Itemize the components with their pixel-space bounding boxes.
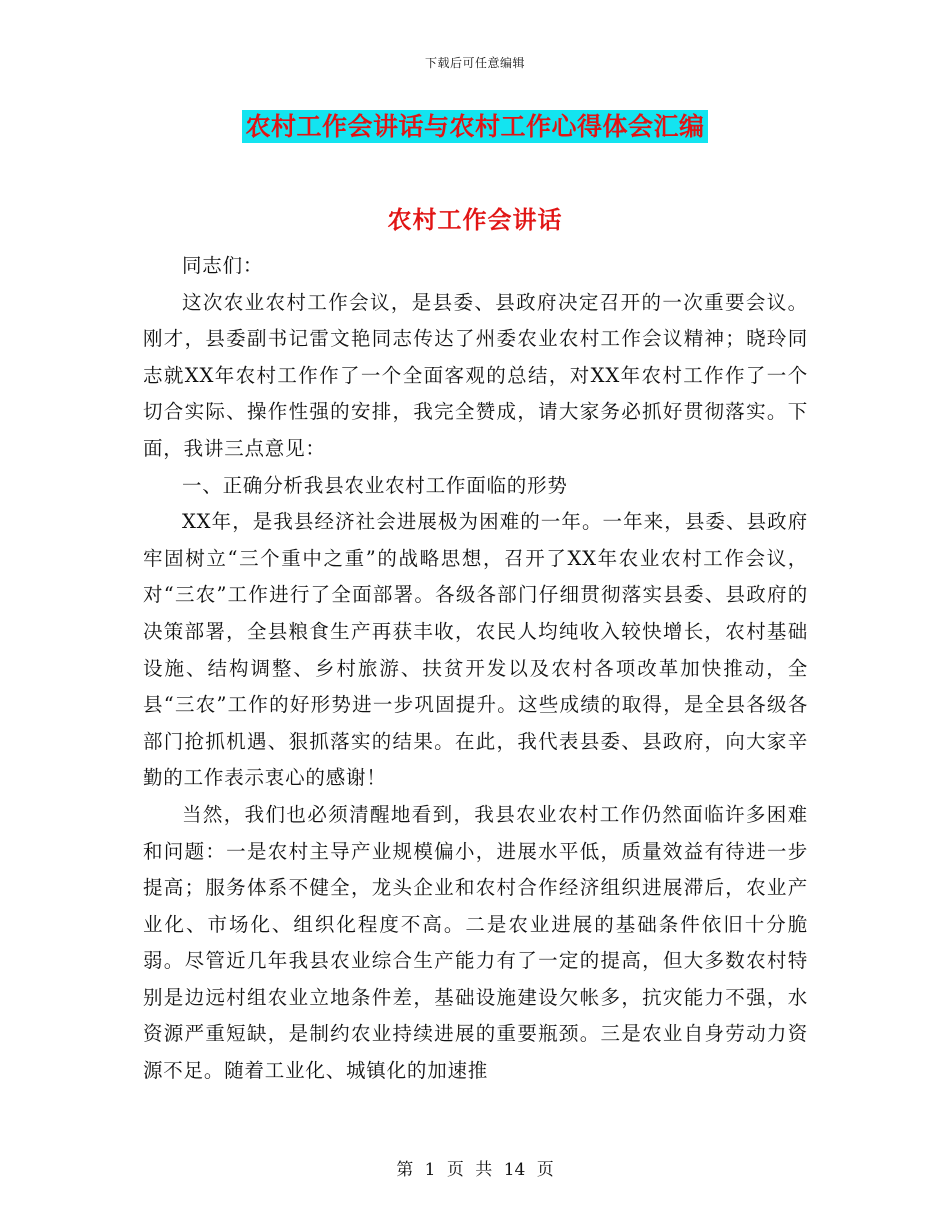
section-title: 农村工作会讲话 xyxy=(387,205,563,234)
page-header-note: 下载后可任意编辑 xyxy=(424,56,525,70)
body-text xyxy=(143,248,808,1090)
body-paragraph: 这次农业农村工作会议，是县委、县政府决定召开的一次重要会议。刚才，县委副书记雷文艳同志传达了州委农业农村工作会议精神；晓玲同志就XX年农村工作作了一个全面客观的总结，对XX年农村工作作了一个切合实际、操作性强的安排，我完全赞成，请大家务必抓好贯彻落实。下面，我讲三点意见： xyxy=(143,290,808,460)
body-paragraph: XX年，是我县经济社会进展极为困难的一年。一年来，县委、县政府牢固树立“三个重中之重”的战略思想，召开了XX年农业农村工作会议，对“三农”工作进行了全面部署。各级各部门仔细贯彻落实县委、县政府的决策部署，全县粮食生产再获丰收，农民人均纯收入较快增长，农村基础设施、结构调整、乡村旅游、扶贫开发以及农村各项改革加快推动，全县“三农”工作的好形势进一步巩固提升。这些成绩的取得，是全县各级各部门抢抓机遇、狠抓落实的结果。在此，我代表县委、县政府，向大家辛勤的工作表示衷心的感谢！ xyxy=(143,510,808,790)
document-title-container xyxy=(0,110,950,143)
section-heading-paragraph: 一、正确分析我县农业农村工作面临的形势 xyxy=(182,473,568,497)
body-paragraph: 当然，我们也必须清醒地看到，我县农业农村工作仍然面临许多困难和问题：一是农村主导产业规模偏小，进展水平低，质量效益有待进一步提高；服务体系不健全，龙头企业和农村合作经济组织进展滞后，农业产业化、市场化、组织化程度不高。二是农业进展的基础条件依旧十分脆弱。尽管近几年我县农业综合生产能力有了一定的提高，但大多数农村特别是边远村组农业立地条件差，基础设施建设欠帐多，抗灾能力不强，水资源严重短缺，是制约农业持续进展的重要瓶颈。三是农业自身劳动力资源不足。随着工业化、城镇化的加速推 xyxy=(143,802,808,1083)
page-footer: 第 1 页 共 14 页 xyxy=(396,1160,554,1180)
salutation-paragraph: 同志们： xyxy=(182,254,264,277)
document-title: 农村工作会讲话与农村工作心得体会汇编 xyxy=(242,110,707,143)
